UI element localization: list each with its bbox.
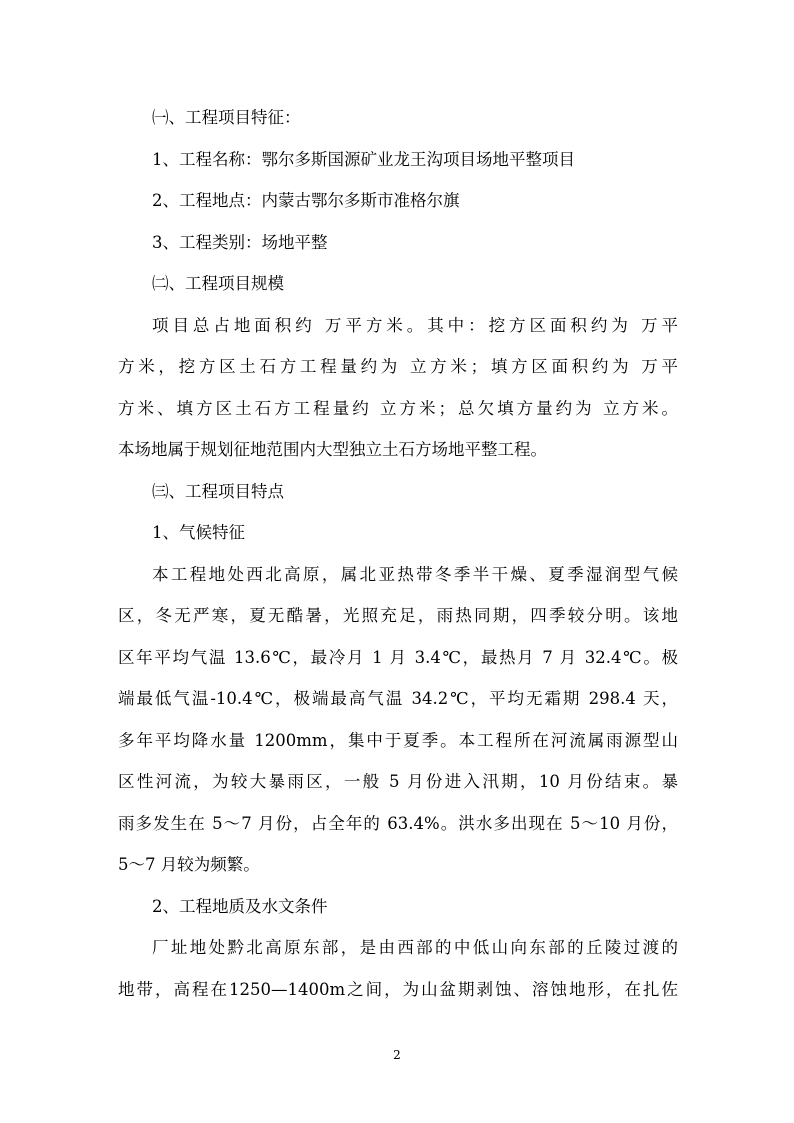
paragraph-line: 方米，挖方区土石方工程量约为 立方米；填方区面积约为 万平 xyxy=(118,357,678,376)
subheading-climate: 1、气候特征 xyxy=(152,523,245,542)
paragraph-line: 端最低气温-10.4℃，极端最高气温 34.2℃，平均无霜期 298.4 天， xyxy=(118,689,678,708)
paragraph-line: 区年平均气温 13.6℃，最冷月 1 月 3.4℃，最热月 7 月 32.4℃。极 xyxy=(118,648,678,667)
paragraph-line: 5～7 月较为频繁。 xyxy=(118,855,260,874)
paragraph-line: 本场地属于规划征地范围内大型独立土石方场地平整工程。 xyxy=(118,440,547,459)
paragraph-line: 方米、填方区土石方工程量约 立方米；总欠填方量约为 立方米。 xyxy=(118,399,678,418)
paragraph-line: 多年平均降水量 1200mm，集中于夏季。本工程所在河流属雨源型山 xyxy=(118,731,678,750)
section-heading-project-features: ㈠、工程项目特征： xyxy=(152,108,301,127)
paragraph-line: 区，冬无严寒，夏无酷暑，光照充足，雨热同期，四季较分明。该地 xyxy=(118,606,678,625)
subheading-geology-hydrology: 2、工程地质及水文条件 xyxy=(152,897,328,916)
paragraph-line: 项目总占地面积约 万平方米。其中：挖方区面积约为 万平 xyxy=(152,316,678,335)
paragraph-line: 区性河流，为较大暴雨区，一般 5 月份进入汛期，10 月份结束。暴 xyxy=(118,772,678,791)
paragraph-line: 地带，高程在1250—1400m之间，为山盆期剥蚀、溶蚀地形，在扎佐 xyxy=(118,980,678,999)
section-heading-project-characteristics: ㈢、工程项目特点 xyxy=(152,482,284,501)
page-number: 2 xyxy=(393,1048,401,1062)
section-heading-project-scale: ㈡、工程项目规模 xyxy=(152,274,284,293)
project-category-line: 3、工程类别：场地平整 xyxy=(152,233,328,252)
project-name-line: 1、工程名称：鄂尔多斯国源矿业龙王沟项目场地平整项目 xyxy=(152,150,575,169)
paragraph-line: 雨多发生在 5～7 月份，占全年的 63.4%。洪水多出现在 5～10 月份， xyxy=(118,814,678,833)
paragraph-line: 本工程地处西北高原，属北亚热带冬季半干燥、夏季湿润型气候 xyxy=(152,565,678,584)
project-location-line: 2、工程地点：内蒙古鄂尔多斯市准格尔旗 xyxy=(152,191,460,210)
paragraph-line: 厂址地处黔北高原东部，是由西部的中低山向东部的丘陵过渡的 xyxy=(152,938,678,957)
